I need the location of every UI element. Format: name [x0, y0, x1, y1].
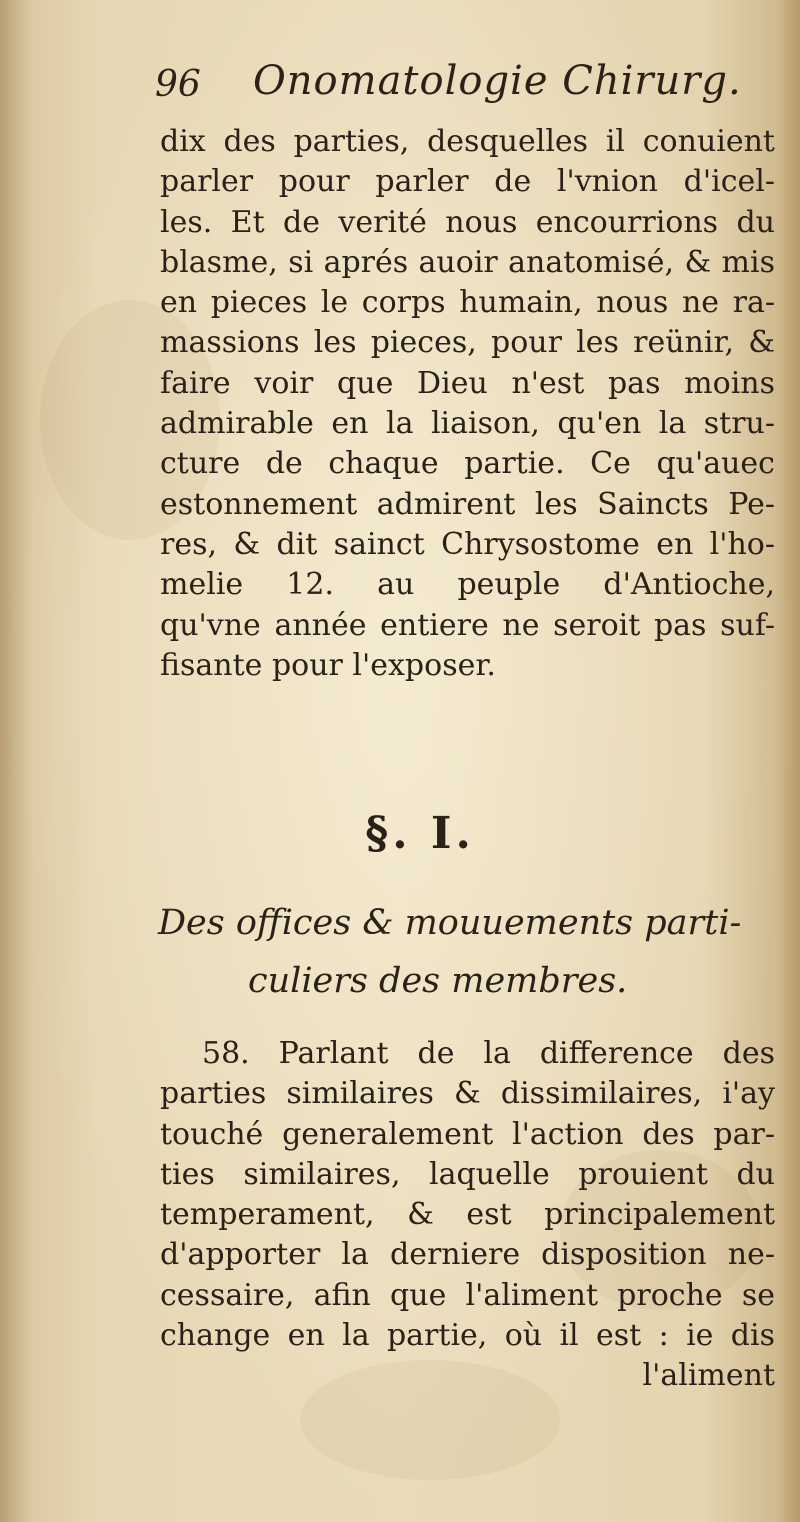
text-line: cessaire, afin que l'aliment proche se — [160, 1277, 775, 1313]
section-title-line: culiers des membres. — [248, 961, 628, 1001]
text-line: change en la partie, où il est : ie dis — [160, 1318, 775, 1354]
text-line: blasme, si aprés auoir anatomisé, & mis — [160, 244, 775, 280]
text-line: dix des parties, desquelles il conuient — [160, 124, 775, 159]
catchword: l'aliment — [642, 1358, 775, 1394]
text-line: ties similaires, laquelle prouient du — [160, 1156, 775, 1192]
paragraph-1 — [160, 122, 775, 686]
text-line: cture de chaque partie. Ce qu'auec — [160, 446, 775, 482]
running-head: Onomatologie Chirurg. — [253, 58, 742, 104]
text-line: admirable en la liaison, qu'en la stru- — [160, 406, 775, 442]
text-line: les. Et de verité nous encourrions du — [160, 204, 775, 240]
text-line: massions les pieces, pour les reünir, & — [160, 325, 775, 361]
text-line: d'apporter la derniere disposition ne- — [160, 1237, 775, 1273]
text-line: faire voir que Dieu n'est pas moins — [160, 365, 775, 401]
text-line: estonnement admirent les Saincts Pe- — [160, 486, 775, 522]
page-number: 96 — [155, 64, 201, 105]
section-title — [0, 894, 800, 1010]
text-line: parties similaires & dissimilaires, i'ay — [160, 1076, 775, 1112]
text-line: touché generalement l'action des par- — [160, 1116, 775, 1152]
text-line: melie 12. au peuple d'Antioche, — [160, 567, 775, 603]
text-line: qu'vne année entiere ne seroit pas suf- — [160, 607, 775, 643]
text-line: parler pour parler de l'vnion d'icel- — [160, 164, 775, 200]
text-line: 58. Parlant de la difference des — [202, 1036, 775, 1071]
text-line: fisante pour l'exposer. — [160, 647, 496, 683]
section-mark: §. I. — [365, 808, 475, 859]
section-title-line: Des offices & mouuements parti- — [158, 903, 742, 943]
page-header — [155, 58, 742, 118]
text-line: en pieces le corps humain, nous ne ra- — [160, 285, 775, 321]
text-line: res, & dit sainct Chrysostome en l'ho- — [160, 526, 775, 562]
text-line: temperament, & est principalement — [160, 1197, 775, 1233]
paragraph-2 — [160, 1034, 775, 1396]
